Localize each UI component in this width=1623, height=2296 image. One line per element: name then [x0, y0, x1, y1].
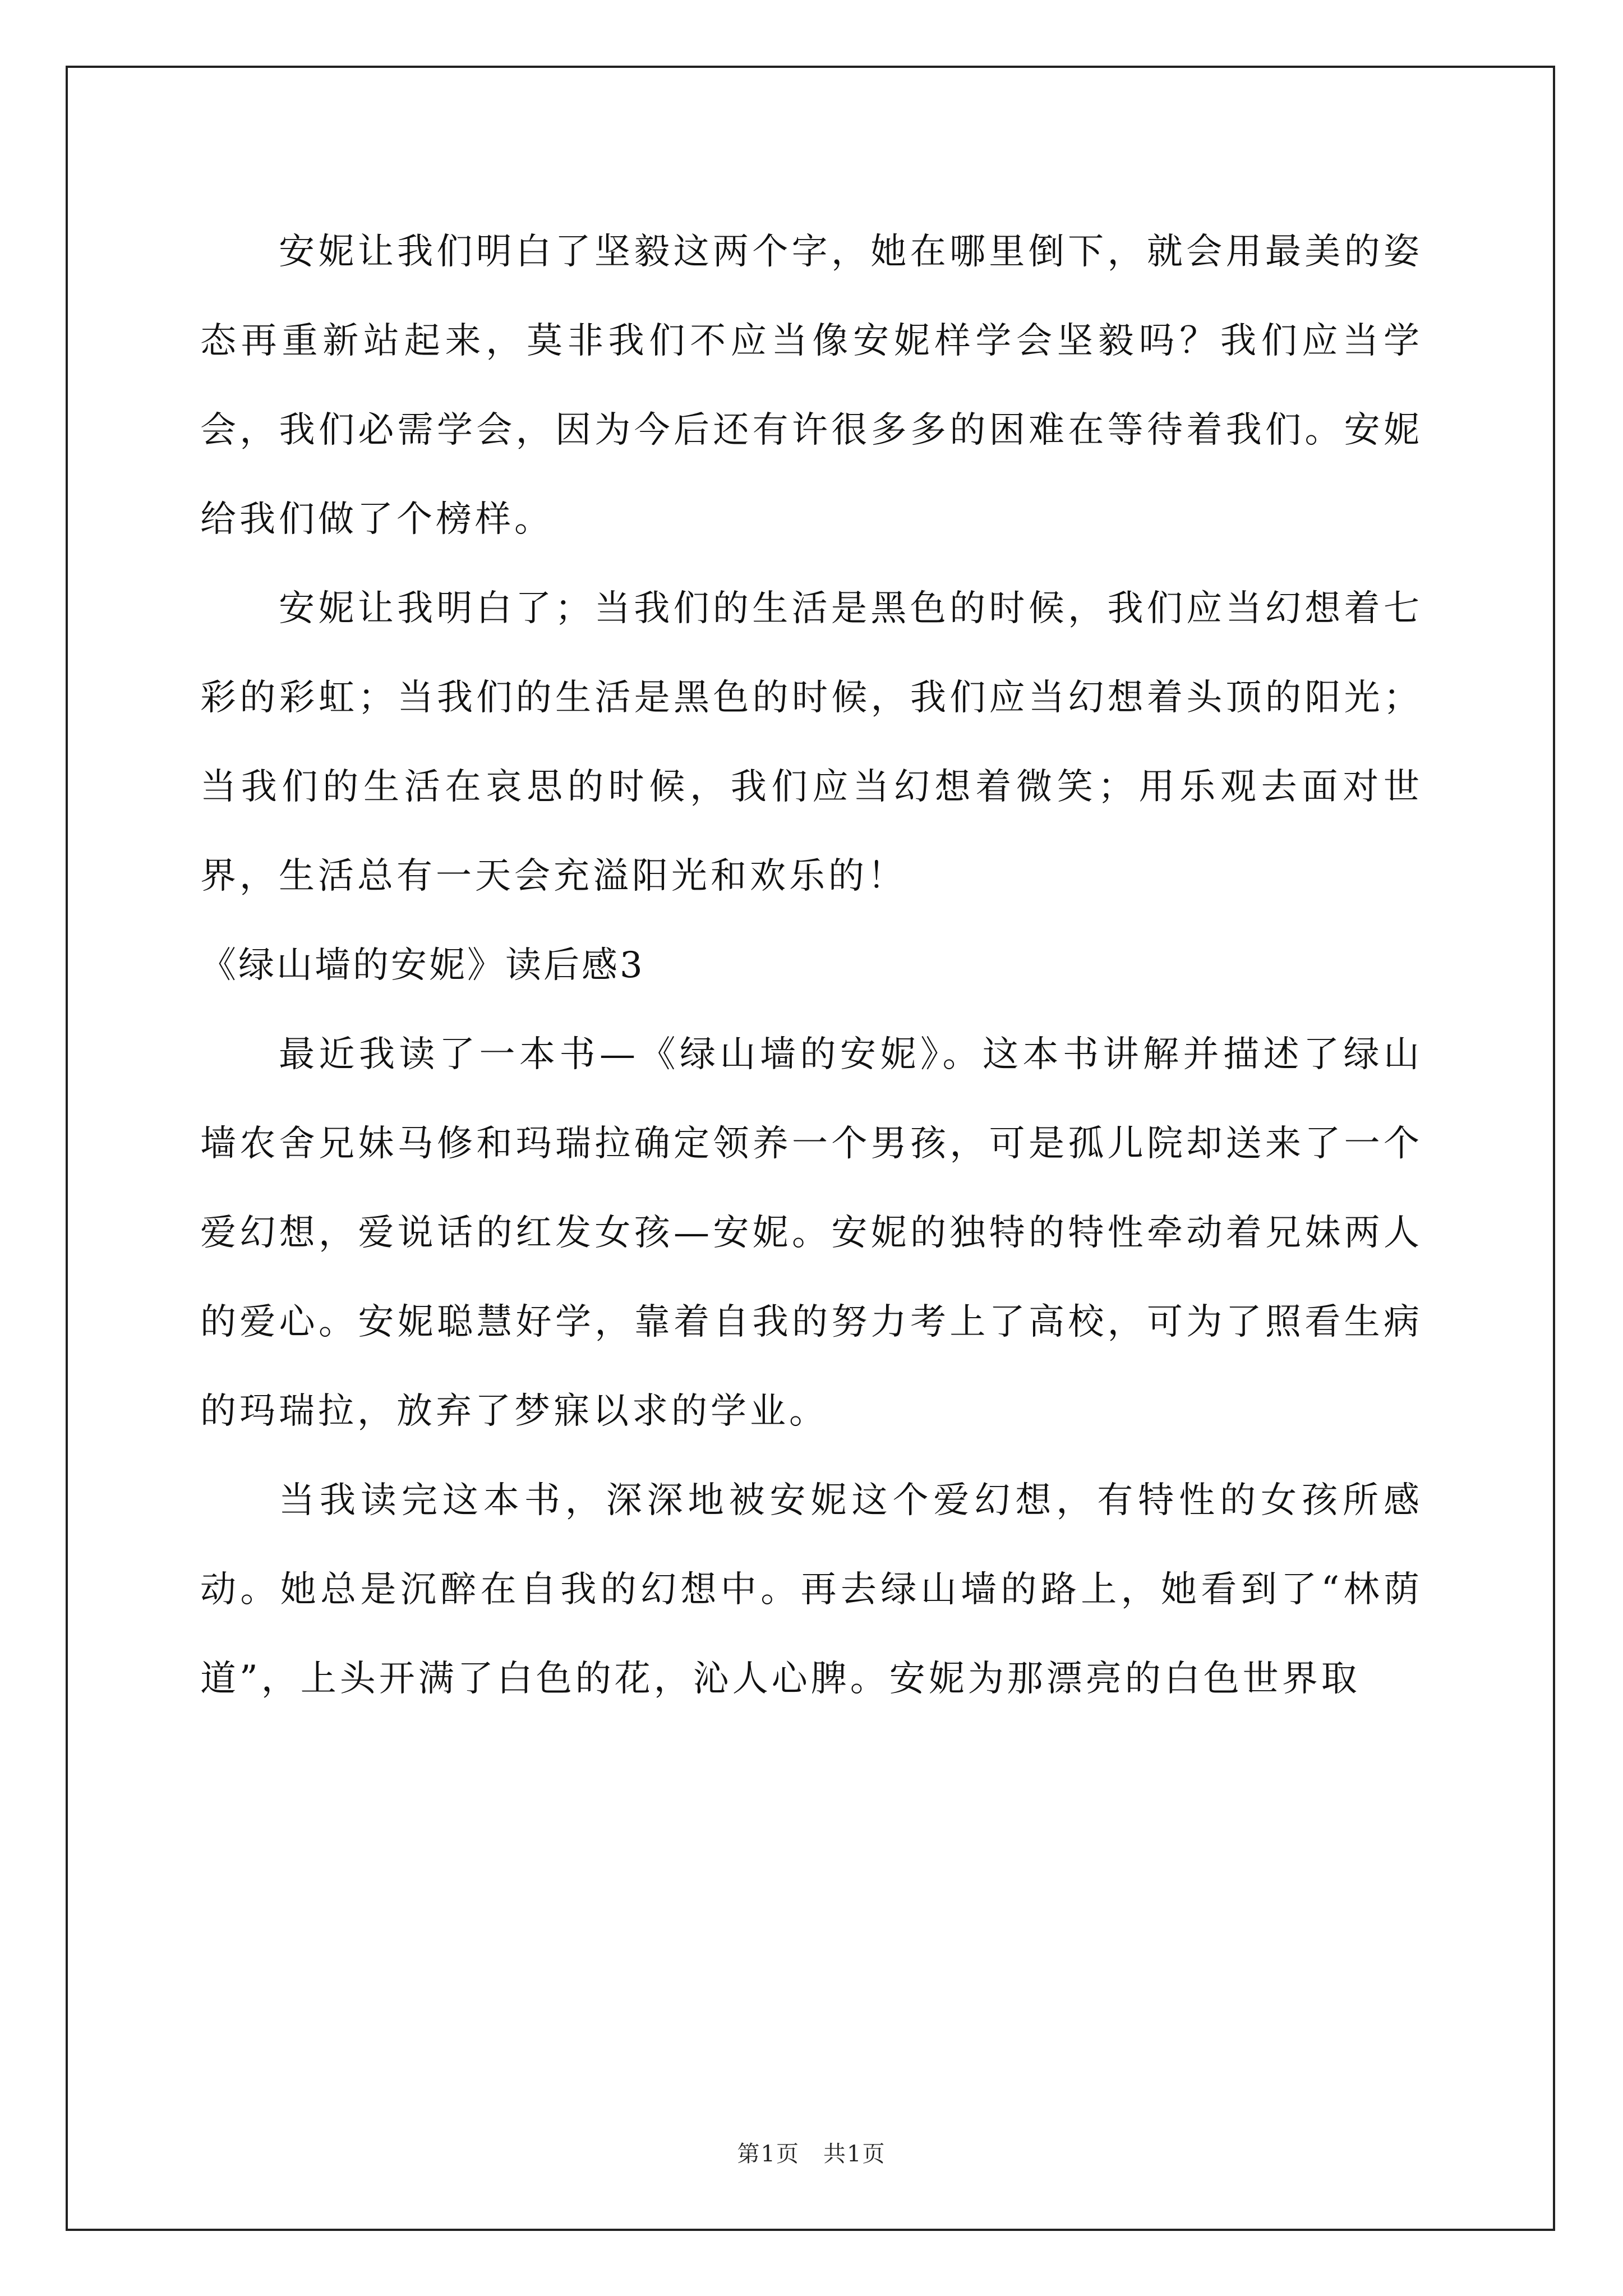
- page-footer: 第1页 共1页: [737, 2141, 886, 2167]
- paragraph-2: 安妮让我明白了；当我们的生活是黑色的时候，我们应当幻想着七彩的彩虹；当我们的生活是黑色的时候，我们应当幻想着头顶的阳光；当我们的生活在哀思的时候，我们应当幻想着微笑；用乐观去面对世界，生活总有一天会充溢阳光和欢乐的！: [200, 588, 1423, 897]
- document-body: [200, 208, 1423, 1724]
- paragraph-1: 安妮让我们明白了坚毅这两个字，她在哪里倒下，就会用最美的姿态再重新站起来，莫非我们不应当像安妮样学会坚毅吗？我们应当学会，我们必需学会，因为今后还有许很多多的困难在等待着我们。安妮给我们做了个榜样。: [200, 231, 1423, 540]
- paragraph-4: 当我读完这本书，深深地被安妮这个爱幻想，有特性的女孩所感动。她总是沉醉在自我的幻想中。再去绿山墙的路上，她看到了“林荫道”，上头开满了白色的花，沁人心脾。安妮为那漂亮的白色世界取: [200, 1480, 1423, 1700]
- paragraph-3: 最近我读了一本书—《绿山墙的安妮》。这本书讲解并描述了绿山墙农舍兄妹马修和玛瑞拉确定领养一个男孩，可是孤儿院却送来了一个爱幻想，爱说话的红发女孩—安妮。安妮的独特的特性牵动着兄妹两人的爱心。安妮聪慧好学，靠着自我的努力考上了高校，可为了照看生病的玛瑞拉，放弃了梦寐以求的学业。: [200, 1034, 1423, 1432]
- section-heading: 《绿山墙的安妮》读后感3: [200, 945, 645, 986]
